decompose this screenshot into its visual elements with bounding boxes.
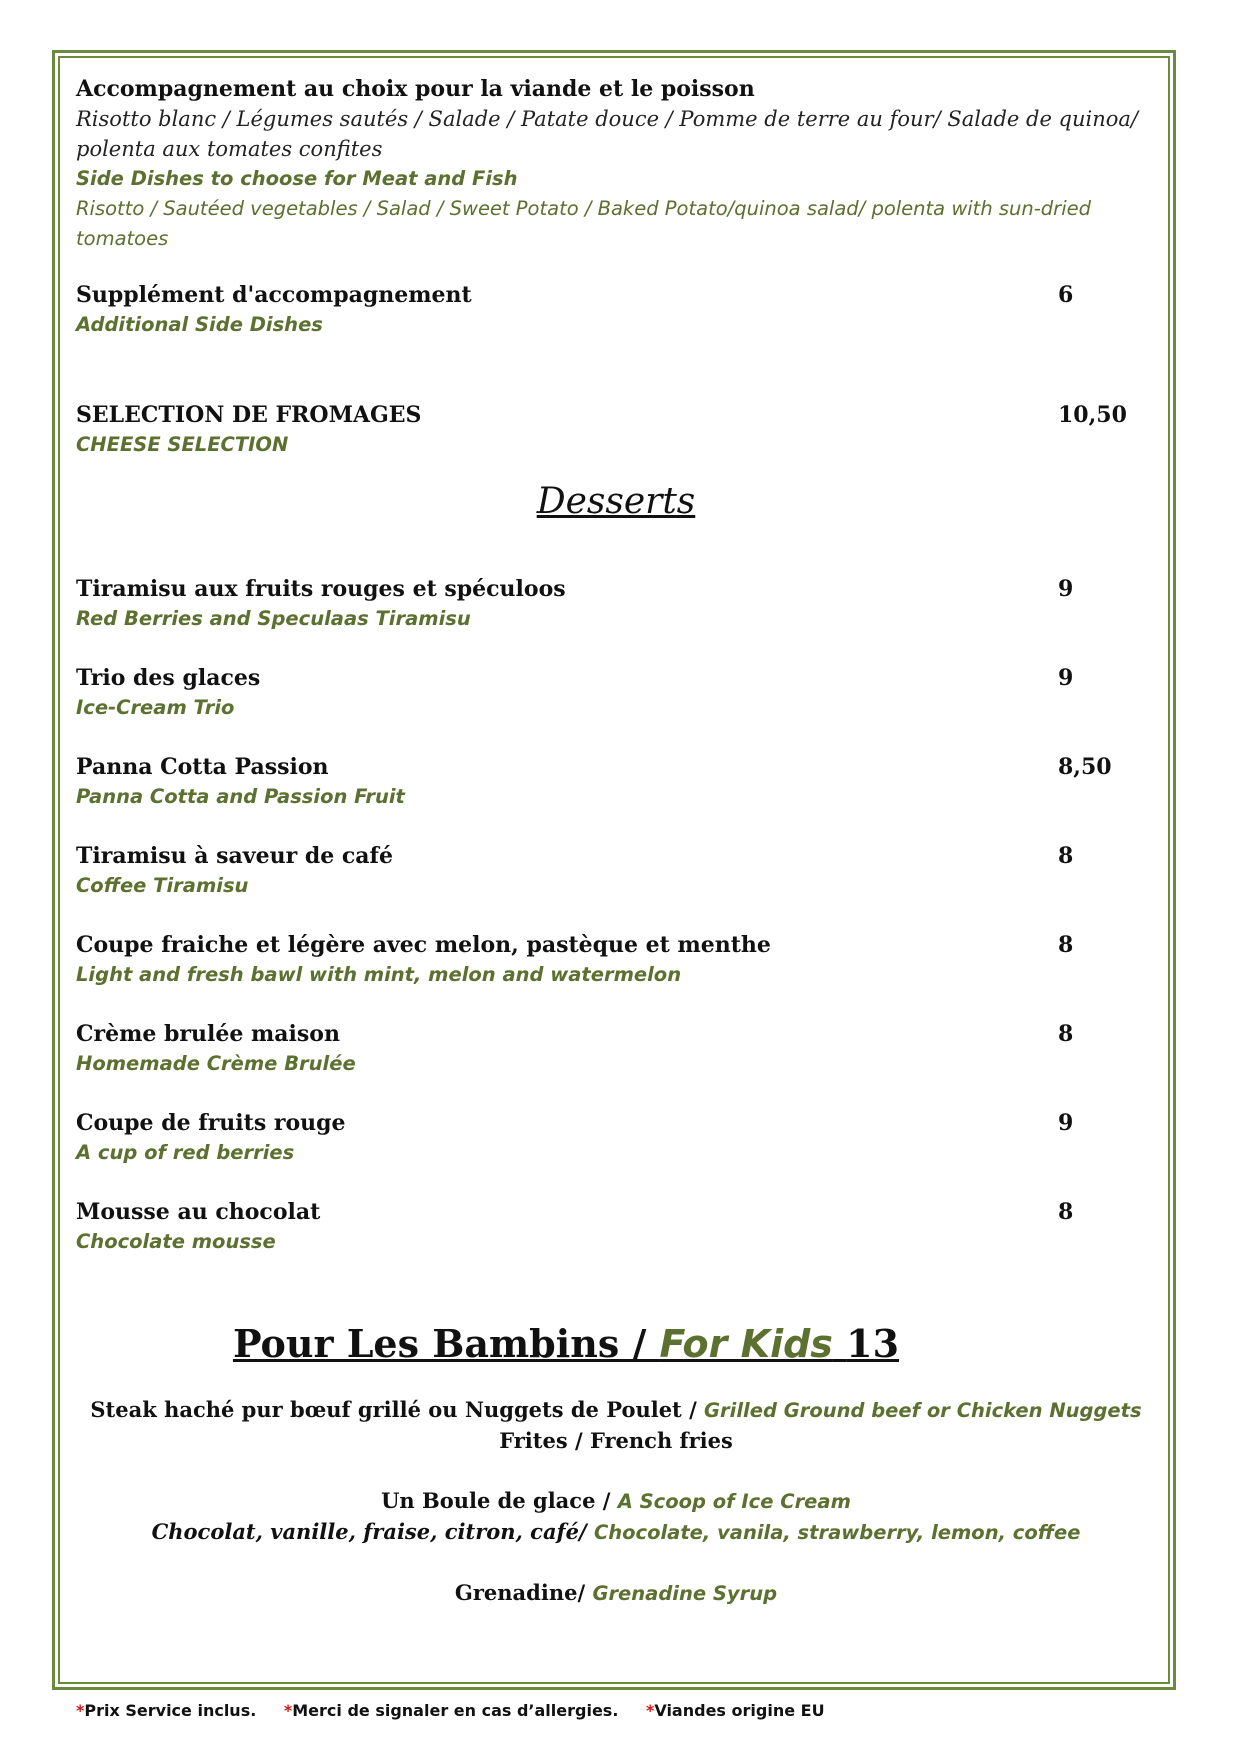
dessert-item [76,1197,1156,1257]
dessert-item [76,574,1156,634]
dessert-price: 8 [1058,1021,1074,1047]
cheese-name-en: CHEESE SELECTION [76,433,289,456]
dessert-price: 8 [1058,1199,1074,1225]
kids-icecream-en: A Scoop of Ice Cream [617,1490,851,1513]
cheese-price: 10,50 [1058,402,1127,428]
dessert-item [76,1108,1156,1168]
cheese-name-fr: SELECTION DE FROMAGES [76,402,422,428]
dessert-item [76,841,1156,901]
dessert-name-fr: Coupe de fruits rouge [76,1110,346,1136]
dessert-name-fr: Panna Cotta Passion [76,754,329,780]
extra-side-name-en: Additional Side Dishes [76,313,323,336]
desserts-heading [76,480,1156,524]
extra-side-price: 6 [1058,282,1074,308]
kids-heading [0,1319,1156,1369]
dessert-name-en: Ice-Cream Trio [76,696,235,719]
dessert-name-en: Light and fresh bawl with mint, melon and watermelon [76,963,682,986]
kids-line-icecream [76,1486,1156,1517]
dessert-item [76,1019,1156,1079]
kids-main-en: Grilled Ground beef or Chicken Nuggets [704,1399,1142,1422]
footer-notes [76,1700,847,1722]
sides-title-fr: Accompagnement au choix pour la viande et le poisson [76,76,755,102]
kids-line-fries: Frites / French fries [499,1428,733,1453]
kids-flavours-en: Chocolate, vanila, strawberry, lemon, coffee [593,1521,1081,1544]
desserts-list [76,574,1156,1257]
footer-note-service-text: Prix Service inclus. [84,1701,257,1720]
footer-note-allergies [284,1701,619,1720]
menu-content [76,74,1156,1609]
dessert-name-fr: Tiramisu à saveur de café [76,843,393,869]
dessert-name-fr: Coupe fraiche et légère avec melon, pastèque et menthe [76,932,771,958]
kids-line-flavours [76,1517,1156,1548]
sides-list-en-line1: Risotto / Sautéed vegetables / Salad / Sweet Potato / Baked Potato/quinoa salad/ polenta with sun-dried [76,197,1091,220]
sides-list-en-line2: tomatoes [76,227,169,250]
dessert-name-en: Coffee Tiramisu [76,874,249,897]
kids-drink-en: Grenadine Syrup [592,1582,778,1605]
footer-note-allergies-text: Merci de signaler en cas d’allergies. [292,1701,619,1720]
dessert-price: 9 [1058,665,1074,691]
dessert-name-en: Red Berries and Speculaas Tiramisu [76,607,471,630]
kids-icecream-fr: Un Boule de glace / [381,1488,618,1513]
dessert-name-en: A cup of red berries [76,1141,295,1164]
dessert-price: 9 [1058,1110,1074,1136]
kids-title-en: For Kids [659,1322,833,1366]
kids-drink-fr: Grenadine/ [454,1580,593,1605]
sides-list-fr-line2: polenta aux tomates confites [76,137,383,161]
dessert-price: 8 [1058,932,1074,958]
dessert-price: 8 [1058,843,1074,869]
dessert-name-fr: Mousse au chocolat [76,1199,321,1225]
kids-title-fr: Pour Les Bambins / [232,1321,660,1366]
sides-list-fr-line1: Risotto blanc / Légumes sautés / Salade / Patate douce / Pomme de terre au four/ Salade de quinoa/ [76,107,1139,131]
footer-note-origin-text: Viandes origine EU [654,1701,825,1720]
extra-side-item [76,280,1156,340]
kids-line-drink [76,1578,1156,1609]
footer-note-origin [646,1701,825,1720]
cheese-item [76,400,1156,460]
dessert-price: 8,50 [1058,754,1112,780]
footer-note-service [76,1701,256,1720]
desserts-title: Desserts [536,481,696,522]
asterisk-icon: * [76,1701,85,1720]
dessert-name-fr: Crème brulée maison [76,1021,340,1047]
kids-line-main [76,1395,1156,1426]
kids-title [233,1321,899,1366]
asterisk-icon: * [283,1701,293,1720]
dessert-name-fr: Trio des glaces [76,665,261,691]
asterisk-icon: * [645,1701,655,1720]
dessert-name-en: Chocolate mousse [76,1230,276,1253]
sides-section [76,74,1156,254]
kids-flavours-fr: Chocolat, vanille, fraise, citron, café/ [151,1519,594,1544]
dessert-name-fr: Tiramisu aux fruits rouges et spéculoos [76,576,566,602]
extra-side-name-fr: Supplément d'accompagnement [76,282,472,308]
kids-main-fr: Steak haché pur bœuf grillé ou Nuggets de Poulet / [90,1397,705,1422]
dessert-price: 9 [1058,576,1074,602]
dessert-item [76,930,1156,990]
sides-title-en: Side Dishes to choose for Meat and Fish [76,167,518,190]
kids-price: 13 [846,1321,900,1366]
dessert-item [76,752,1156,812]
dessert-item [76,663,1156,723]
dessert-name-en: Homemade Crème Brulée [76,1052,356,1075]
dessert-name-en: Panna Cotta and Passion Fruit [76,785,405,808]
